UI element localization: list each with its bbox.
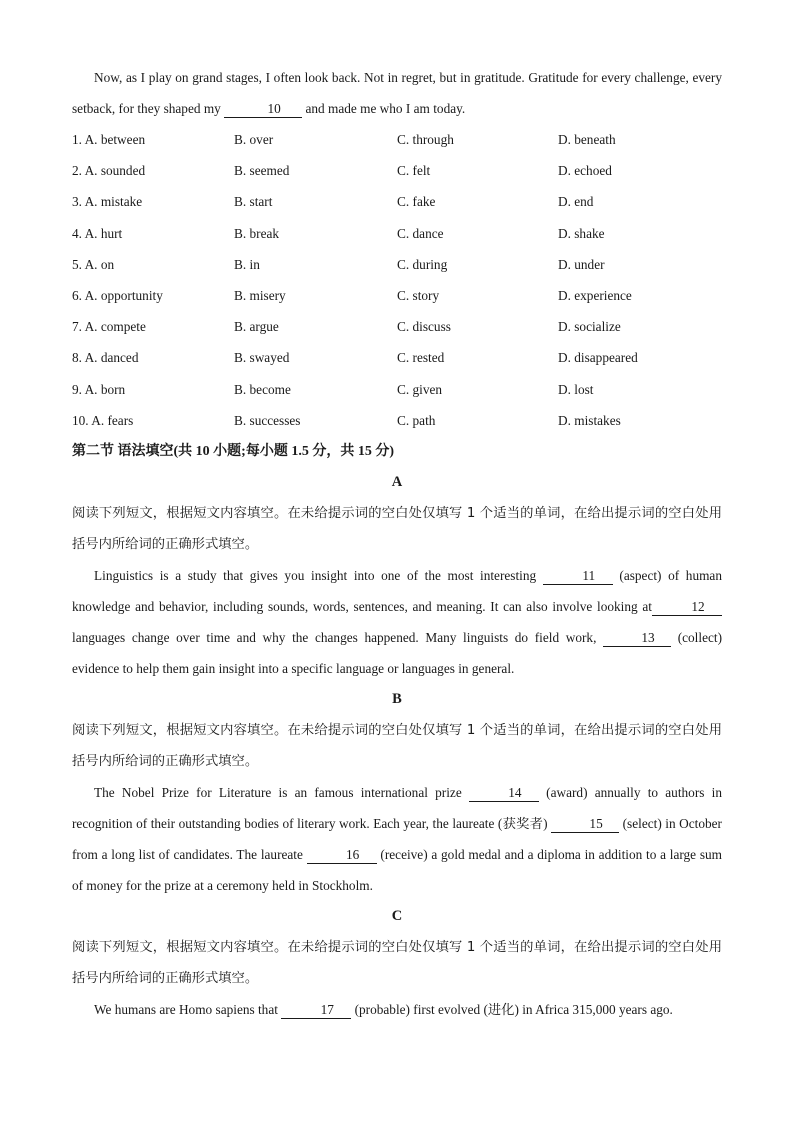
option-c: C. rested bbox=[397, 350, 445, 366]
option-d: D. mistakes bbox=[558, 412, 621, 428]
blank-11: 11 bbox=[543, 568, 613, 585]
blank-16: 16 bbox=[307, 847, 377, 864]
option-a: 4. A. hurt bbox=[72, 225, 123, 241]
option-row bbox=[72, 405, 722, 436]
option-c: C. during bbox=[397, 256, 448, 272]
option-d: D. beneath bbox=[558, 132, 616, 147]
passage-text: (receive) a gold medal and a diploma in addition to a large sum of money for the prize at a ceremony held in Stockholm. bbox=[72, 846, 722, 893]
option-d: D. experience bbox=[558, 287, 632, 303]
passage-text: The Nobel Prize for Literature is an famous international prize bbox=[94, 784, 469, 800]
option-a: 8. A. danced bbox=[72, 350, 139, 366]
passage-text: Now, as I play on grand stages, I often look back. Not in regret, but in gratitude. Gratitude for every challenge, every setback, for they shaped my bbox=[72, 70, 722, 116]
blank-12: 12 bbox=[652, 599, 722, 616]
option-c: C. through bbox=[397, 132, 454, 147]
passage-text: We humans are Homo sapiens that bbox=[94, 1001, 282, 1017]
option-a: 2. A. sounded bbox=[72, 163, 146, 179]
option-row bbox=[72, 280, 722, 311]
option-c: C. discuss bbox=[397, 319, 451, 335]
blank-15: 15 bbox=[551, 816, 619, 833]
part-c-heading: C bbox=[391, 907, 403, 924]
option-row bbox=[72, 374, 722, 405]
option-b: B. argue bbox=[234, 319, 279, 335]
option-row bbox=[72, 124, 722, 155]
part-b-instructions: 阅读下列短文，根据短文内容填空。在未给提示词的空白处仅填写 1 个适当的单词，在给出提示词的空白处用括号内所给词的正确形式填空。 bbox=[72, 722, 722, 769]
option-d: D. shake bbox=[558, 225, 605, 241]
passage-text: (aspect) of human knowledge and behavior, including sounds, words, sentences, and meaning. It can also involve looking at bbox=[72, 567, 722, 614]
option-row bbox=[72, 218, 722, 249]
passage-text: Linguistics is a study that gives you insight into one of the most interesting bbox=[94, 567, 543, 583]
option-a: 3. A. mistake bbox=[72, 194, 143, 210]
blank-17: 17 bbox=[281, 1002, 351, 1019]
blank-14: 14 bbox=[469, 785, 539, 802]
option-b: B. become bbox=[234, 381, 291, 397]
option-d: D. disappeared bbox=[558, 350, 638, 366]
option-a: 9. A. born bbox=[72, 381, 126, 397]
option-b: B. break bbox=[234, 225, 280, 241]
blank-10: 10 bbox=[224, 101, 302, 118]
option-b: B. swayed bbox=[234, 350, 290, 366]
option-c: C. fake bbox=[397, 194, 436, 210]
option-b: B. successes bbox=[234, 412, 301, 428]
option-a: 6. A. opportunity bbox=[72, 287, 163, 303]
passage-text: languages change over time and why the changes happened. Many linguists do field work, bbox=[72, 629, 604, 645]
part-a-instructions: 阅读下列短文，根据短文内容填空。在未给提示词的空白处仅填写 1 个适当的单词，在给出提示词的空白处用括号内所给词的正确形式填空。 bbox=[72, 505, 722, 552]
passage-text: (select) in October from a long list of candidates. The laureate bbox=[72, 815, 722, 862]
passage-text: (probable) first evolved (进化) in Africa 315,000 years ago. bbox=[351, 1001, 673, 1017]
option-b: B. in bbox=[234, 256, 260, 272]
option-b: B. start bbox=[234, 194, 273, 210]
part-b-heading: B bbox=[392, 690, 402, 707]
options-list bbox=[72, 124, 722, 436]
part-c-passage bbox=[72, 994, 722, 1025]
option-row bbox=[72, 342, 722, 373]
option-b: B. misery bbox=[234, 287, 286, 303]
option-d: D. socialize bbox=[558, 319, 621, 335]
option-c: C. felt bbox=[397, 163, 431, 179]
option-a: 10. A. fears bbox=[72, 412, 134, 428]
section-title: 第二节 语法填空(共 10 小题;每小题 1.5 分，共 15 分) bbox=[72, 443, 394, 459]
part-a-heading: A bbox=[391, 473, 403, 490]
option-d: D. echoed bbox=[558, 163, 612, 179]
document-page bbox=[72, 62, 722, 1025]
part-a-passage bbox=[72, 560, 722, 684]
passage-text: and made me who I am today. bbox=[302, 101, 466, 116]
option-c: C. dance bbox=[397, 225, 444, 241]
option-d: D. under bbox=[558, 256, 605, 272]
passage-closing-paragraph bbox=[72, 62, 722, 124]
option-b: B. seemed bbox=[234, 163, 290, 179]
part-b-passage bbox=[72, 777, 722, 901]
option-c: C. path bbox=[397, 412, 436, 428]
part-c-instructions: 阅读下列短文，根据短文内容填空。在未给提示词的空白处仅填写 1 个适当的单词，在给出提示词的空白处用括号内所给词的正确形式填空。 bbox=[72, 939, 722, 986]
option-b: B. over bbox=[234, 132, 274, 147]
option-row bbox=[72, 249, 722, 280]
passage-text: (award) annually to authors in recognition of their outstanding bodies of literary work. Each year, the laureate (获奖者) bbox=[72, 784, 722, 831]
option-c: C. given bbox=[397, 381, 443, 397]
option-d: D. end bbox=[558, 194, 594, 210]
option-row bbox=[72, 311, 722, 342]
option-row bbox=[72, 155, 722, 186]
blank-13: 13 bbox=[603, 630, 671, 647]
option-d: D. lost bbox=[558, 381, 594, 397]
option-a: 7. A. compete bbox=[72, 319, 146, 335]
option-c: C. story bbox=[397, 287, 440, 303]
option-a: 5. A. on bbox=[72, 256, 115, 272]
option-a: 1. A. between bbox=[72, 132, 146, 147]
passage-text: (collect) evidence to help them gain insight into a specific language or languages in general. bbox=[72, 629, 722, 676]
option-row bbox=[72, 186, 722, 217]
